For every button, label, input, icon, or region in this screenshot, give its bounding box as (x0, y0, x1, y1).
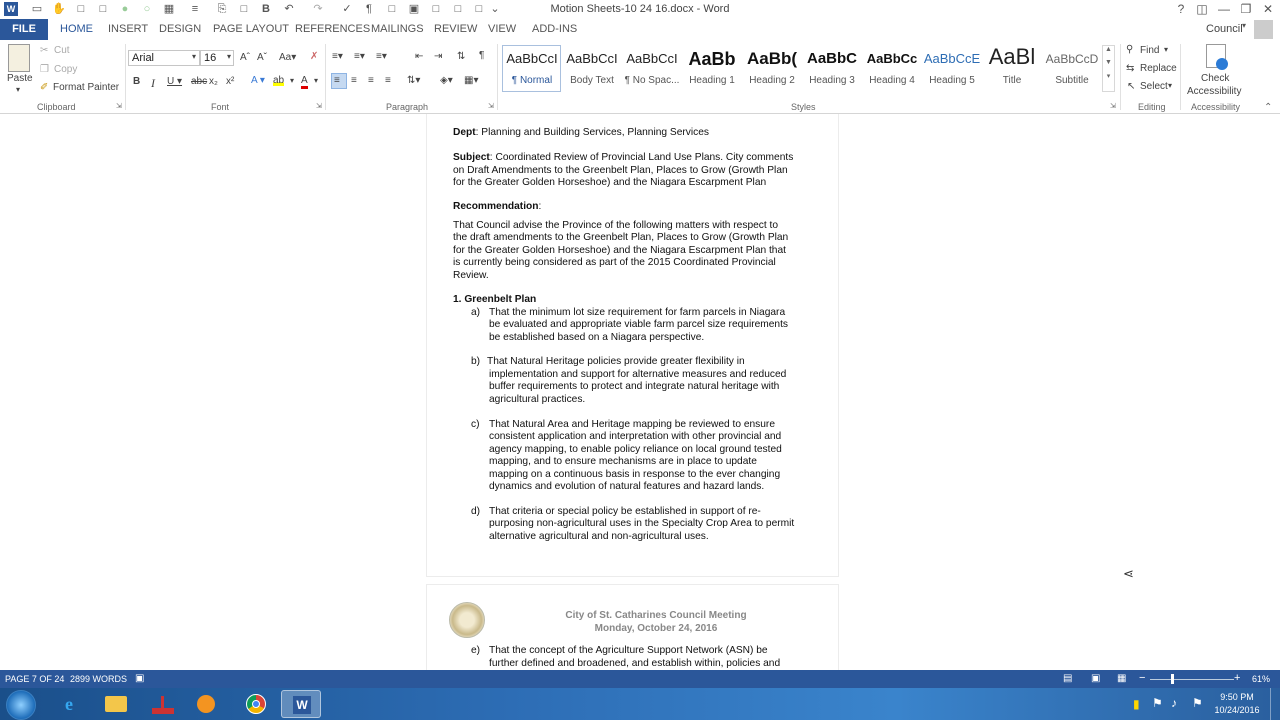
style-label: Body Text (570, 75, 614, 86)
style-preview: AaBl (988, 46, 1036, 69)
font-name-field[interactable]: Arial (128, 50, 200, 66)
font-size-field[interactable]: 16 (200, 50, 234, 66)
style-label: Heading 1 (689, 75, 735, 86)
recommendation-line-5: Review. (453, 269, 489, 281)
title-bar (0, 0, 1280, 19)
style-body-text[interactable] (562, 46, 622, 91)
spelling-icon[interactable]: ✓ (342, 3, 352, 15)
security-tray-icon[interactable]: ▮ (1133, 697, 1140, 711)
multilevel-list-icon[interactable]: ≡▾ (376, 51, 387, 62)
paragraph-launcher-icon[interactable]: ⇲ (488, 103, 494, 110)
clipboard-launcher-icon[interactable]: ⇲ (116, 103, 122, 110)
page-count[interactable]: PAGE 7 OF 24 (5, 674, 65, 684)
ibeam-cursor-icon: ⋖ (1123, 566, 1134, 581)
copy-button[interactable]: Copy (54, 64, 78, 75)
media-player-icon[interactable] (186, 690, 226, 718)
shrink-font-icon[interactable]: Aˇ (257, 52, 267, 63)
style-heading-2[interactable] (742, 46, 802, 91)
styles-scroll-up-icon[interactable]: ▲ (1105, 46, 1112, 53)
tab-references[interactable]: REFERENCES (295, 23, 371, 35)
justify-icon[interactable]: ≡ (385, 75, 391, 86)
bold-icon[interactable]: B (133, 76, 141, 87)
show-marks-icon[interactable]: ¶ (479, 50, 485, 61)
circle-icon[interactable]: ● (121, 3, 129, 15)
increase-indent-icon[interactable]: ⇥ (434, 51, 443, 62)
chrome-icon[interactable] (236, 690, 276, 718)
item-b-line-3: buffer requirements to protect and integrate natural heritage with (489, 381, 780, 392)
touch-mode-icon[interactable]: ✋ (52, 3, 66, 15)
tab-view[interactable]: VIEW (488, 23, 517, 35)
preview-icon[interactable]: □ (432, 3, 440, 15)
divider (325, 44, 326, 110)
highlight-icon[interactable]: ab (273, 75, 285, 86)
style-label: Heading 2 (749, 75, 795, 86)
subject-line-2: on Draft Amendments to the Greenbelt Plan, Places to Grow (Growth Plan (453, 164, 788, 176)
proofing-icon[interactable]: ▣ (135, 673, 145, 684)
zoom-in-icon[interactable]: + (1234, 672, 1241, 684)
word-app-icon[interactable]: W (4, 2, 18, 16)
taskbar (0, 688, 1280, 720)
align-center-icon[interactable]: ≡ (351, 75, 357, 86)
restore-icon[interactable]: ❐ (1240, 2, 1252, 16)
circle-icon-2[interactable]: ○ (143, 3, 151, 15)
item-e-line-2: further defined and broadened, and establish within, policies and (489, 657, 781, 669)
select-button[interactable]: Select (1140, 81, 1168, 92)
table-icon[interactable]: ▦ (163, 3, 175, 15)
volume-icon[interactable]: ♪ (1171, 696, 1177, 710)
item-letter-b: b) (471, 356, 481, 367)
item-c-line-6: dynamics and evolution of natural features and hazard lands. (489, 481, 765, 492)
network-icon[interactable]: ⚑ (1192, 696, 1203, 710)
sort-icon[interactable]: ⇅ (457, 51, 466, 62)
numbering-icon[interactable]: ≡▾ (354, 51, 365, 62)
item-e-line-1: That the concept of the Agriculture Support Network (ASN) be (489, 645, 768, 656)
line-spacing-icon[interactable]: ⇅▾ (407, 75, 421, 86)
styles-launcher-icon[interactable]: ⇲ (1110, 103, 1116, 110)
new-document-icon[interactable]: □ (77, 3, 85, 15)
collapse-ribbon-icon[interactable]: ⌃ (1264, 102, 1273, 113)
editing-group-label: Editing (1138, 102, 1166, 112)
subject-line-3: for the Greater Golden Horseshoe) and the Niagara Escarpment Plan (453, 177, 767, 188)
read-mode-icon[interactable]: ▤ (1063, 673, 1073, 684)
style-heading-3[interactable] (802, 46, 862, 91)
highlight-dropdown-icon[interactable]: ▾ (290, 76, 295, 85)
document-area[interactable] (0, 114, 1280, 670)
open-folder-icon[interactable]: ▭ (31, 3, 43, 15)
style-preview: AaBbCcE (923, 51, 981, 66)
customize-qat-icon[interactable]: ⌄ (490, 3, 500, 15)
item-d-line-2: purposing non-agricultural uses in the Specialty Crop Area to permit (489, 518, 795, 529)
bullets-icon[interactable]: ≡▾ (332, 51, 343, 62)
style-heading-5[interactable] (922, 46, 982, 91)
style-label: Heading 5 (929, 75, 975, 86)
paragraph-group-label: Paragraph (386, 102, 429, 112)
grow-font-icon[interactable]: Aˆ (240, 52, 250, 63)
style-label: Heading 3 (809, 75, 855, 86)
paste-dropdown-icon[interactable]: ▾ (16, 85, 21, 94)
redo-icon[interactable]: ↷ (313, 3, 323, 15)
subscript-icon[interactable]: x₂ (209, 76, 218, 87)
styles-scroll (1102, 45, 1115, 92)
item-a-line-1: That the minimum lot size requirement for farm parcels in Niagara (489, 306, 786, 318)
tab-add-ins[interactable]: ADD-INS (532, 23, 578, 35)
font-size-dropdown-icon[interactable]: ▾ (227, 52, 232, 61)
paragraph-mark-icon[interactable]: ¶ (366, 3, 372, 15)
style-preview: AaBbCcI (566, 51, 618, 66)
status-bar (0, 670, 1280, 688)
copy-icon: ❐ (40, 64, 49, 75)
change-case-icon[interactable]: Aa▾ (279, 52, 297, 63)
user-name[interactable]: Council (1206, 23, 1243, 35)
tab-insert[interactable]: INSERT (108, 23, 149, 35)
ribbon (0, 40, 1280, 114)
subject-label: Subject (453, 152, 490, 163)
recommendation-line-3: for the Greater Golden Horseshoe) and the Niagara Escarpment Plan that (453, 244, 786, 256)
tab-mailings[interactable]: MAILINGS (371, 23, 424, 35)
action-center-icon[interactable]: ⚑ (1152, 696, 1163, 710)
close-icon[interactable]: ✕ (1262, 2, 1274, 16)
select-dropdown-icon[interactable]: ▾ (1168, 81, 1173, 90)
item-b-line-2: implementation and support for alternative measures and reduced (489, 368, 787, 380)
dept-text: : Planning and Building Services, Planning Services (475, 127, 709, 138)
window-title: Motion Sheets-10 24 16.docx - Word (550, 3, 730, 15)
find-dropdown-icon[interactable]: ▾ (1164, 45, 1169, 54)
item-d-line-3: alternative agricultural and non-agricultural uses. (489, 530, 709, 542)
recommendation-line-1: That Council advise the Province of the following matters with respect to (453, 219, 779, 231)
tab-page-layout[interactable]: PAGE LAYOUT (213, 23, 290, 35)
clipboard-icon[interactable] (8, 44, 30, 72)
replace-icon[interactable]: ⇆ (1126, 63, 1135, 74)
font-color-icon[interactable]: A (301, 75, 308, 89)
recommendation-colon: : (538, 201, 542, 212)
accessibility-group-label: Accessibility (1191, 102, 1241, 112)
word-taskbar-icon[interactable]: W (281, 690, 321, 718)
clear-formatting-icon[interactable]: ✗ (310, 51, 319, 62)
save-as-icon[interactable]: □ (388, 3, 396, 15)
section-heading-greenbelt: 1. Greenbelt Plan (453, 294, 537, 305)
style-preview: AaBbC (806, 50, 857, 67)
item-c-line-1: That Natural Area and Heritage mapping be reviewed to ensure (489, 418, 775, 430)
dept-label: Dept (453, 127, 476, 138)
format-painter-icon: ✐ (40, 82, 49, 93)
presentation-app-icon[interactable] (143, 690, 183, 718)
file-explorer-icon[interactable] (96, 690, 136, 718)
item-a-line-3: be established based on a Niagara perspective. (489, 331, 705, 343)
zoom-slider-thumb[interactable] (1171, 674, 1174, 684)
item-b-line-4: agricultural practices. (489, 393, 586, 405)
clock-date[interactable]: 10/24/2016 (1214, 705, 1260, 715)
divider (1120, 44, 1121, 110)
styles-group-label: Styles (791, 102, 816, 112)
bold-qat-icon[interactable]: B (262, 3, 270, 15)
print-layout-icon[interactable]: ▣ (1091, 673, 1101, 684)
style-preview: AaBbCcI (506, 51, 558, 66)
style-title[interactable] (982, 46, 1042, 91)
select-icon[interactable]: ↖ (1127, 81, 1136, 92)
strikethrough-icon[interactable]: abc (191, 76, 208, 87)
format-painter-button[interactable]: Format Painter (53, 82, 120, 93)
align-left-icon[interactable]: ≡ (334, 75, 340, 86)
style-label: Subtitle (1055, 75, 1089, 86)
item-letter-d: d) (471, 505, 481, 517)
item-letter-a: a) (471, 306, 481, 318)
quick-print-icon[interactable]: □ (475, 3, 483, 15)
paste-button[interactable]: Paste (7, 73, 33, 84)
cut-icon: ✂ (40, 45, 49, 56)
item-letter-e: e) (471, 645, 481, 656)
divider (497, 44, 498, 110)
style-preview: AaBbCc (866, 51, 918, 66)
clock-time[interactable]: 9:50 PM (1220, 692, 1254, 702)
divider (125, 44, 126, 110)
style-heading-4[interactable] (862, 46, 922, 91)
page-header-meeting: City of St. Catharines Council Meeting (565, 610, 747, 621)
styles-more-icon[interactable]: ▾ (1106, 73, 1111, 80)
accessibility-badge-icon (1216, 58, 1228, 70)
find-icon[interactable]: ⚲ (1126, 44, 1134, 55)
user-dropdown-icon[interactable]: ▾ (1242, 21, 1247, 30)
item-b-line-1: That Natural Heritage policies provide greater flexibility in (487, 356, 745, 367)
page-header-date: Monday, October 24, 2016 (594, 623, 718, 634)
print-preview-icon[interactable]: □ (240, 3, 248, 15)
cut-button[interactable]: Cut (54, 45, 70, 56)
print-icon[interactable]: ⎘ (217, 3, 227, 15)
style-preview: AaBb (688, 49, 736, 69)
avatar[interactable] (1254, 20, 1273, 39)
text-effects-icon[interactable]: A ▾ (251, 75, 265, 86)
font-color-dropdown-icon[interactable]: ▾ (314, 76, 319, 85)
style-no-spacing[interactable] (622, 46, 682, 91)
minimize-icon[interactable]: — (1218, 2, 1230, 16)
find-button[interactable]: Find (1140, 45, 1160, 56)
start-button[interactable] (6, 690, 36, 720)
font-launcher-icon[interactable]: ⇲ (316, 103, 322, 110)
style-label: Heading 4 (869, 75, 915, 86)
item-d-line-1: That criteria or special policy be established in support of re- (489, 505, 761, 517)
styles-scroll-down-icon[interactable]: ▼ (1105, 59, 1112, 66)
zoom-slider[interactable] (1150, 679, 1234, 680)
item-c-line-2: consistent application and interpretation with other provincial and (489, 431, 782, 442)
style-label: ¶ No Spac... (624, 75, 680, 86)
accessibility-doc-icon[interactable] (1206, 44, 1226, 68)
borders-icon[interactable]: ▦▾ (464, 75, 479, 86)
align-right-icon[interactable]: ≡ (368, 75, 374, 86)
web-layout-icon[interactable]: ▦ (1117, 673, 1127, 684)
style-preview: AaBbCcD (1045, 52, 1099, 66)
item-c-line-5: mapping on a continuous basis in response to the ever changing (489, 468, 781, 480)
tab-file[interactable]: FILE (0, 19, 48, 40)
tab-review[interactable]: REVIEW (434, 23, 478, 35)
undo-icon[interactable]: ↶ (284, 3, 294, 15)
recommendation-line-4: is currently being considered as part of the 2015 Coordinated Provincial (453, 257, 776, 268)
open-icon[interactable]: □ (99, 3, 107, 15)
font-group-label: Font (211, 102, 230, 112)
style-label: Title (1002, 75, 1022, 86)
replace-button[interactable]: Replace (1140, 63, 1177, 74)
ribbon-tabs (0, 19, 1280, 40)
tab-home[interactable]: HOME (60, 23, 93, 35)
style-preview: AaBb( (746, 49, 798, 68)
style-preview: AaBbCcI (626, 51, 678, 66)
zoom-level[interactable]: 61% (1252, 674, 1271, 684)
italic-icon[interactable]: I (151, 76, 155, 90)
clipboard-group-label: Clipboard (37, 102, 76, 112)
show-desktop-button[interactable] (1270, 688, 1280, 720)
internet-explorer-icon[interactable]: e (65, 694, 73, 714)
subject-line-1: : Coordinated Review of Provincial Land Use Plans. City comments (489, 152, 794, 163)
word-count[interactable]: 2899 WORDS (70, 674, 128, 684)
item-letter-c: c) (471, 418, 480, 430)
ribbon-display-icon[interactable]: ◫ (1196, 2, 1208, 16)
style-subtitle[interactable] (1042, 46, 1102, 91)
shading-icon[interactable]: ◈▾ (440, 75, 453, 86)
recommendation-line-2: the draft amendments to the Greenbelt Plan, Places to Grow (Growth Plan (453, 232, 789, 243)
style-normal[interactable] (502, 46, 562, 91)
save-icon[interactable]: ▣ (408, 3, 420, 15)
recommendation-label: Recommendation (453, 201, 539, 212)
font-name-dropdown-icon[interactable]: ▾ (192, 52, 197, 61)
divider (1180, 44, 1181, 110)
help-icon[interactable]: ? (1177, 2, 1185, 16)
check-accessibility-button[interactable]: Check (1201, 73, 1230, 84)
item-c-line-4: mapping, and to ensure mechanisms are in place to update (489, 456, 757, 467)
superscript-icon[interactable]: x² (226, 76, 235, 87)
email-icon[interactable]: □ (454, 3, 462, 15)
zoom-out-icon[interactable]: − (1139, 672, 1146, 684)
check-accessibility-button-line2[interactable]: Accessibility (1187, 86, 1242, 97)
tab-design[interactable]: DESIGN (159, 23, 202, 35)
item-a-line-2: be evaluated and appropriate viable farm parcel size requirements (489, 319, 789, 330)
item-c-line-3: agency mapping, to enable policy reliance on local ground tested (489, 443, 782, 455)
style-label: ¶ Normal (511, 75, 553, 86)
decrease-indent-icon[interactable]: ⇤ (415, 51, 424, 62)
underline-icon[interactable]: U ▾ (167, 76, 183, 87)
style-heading-1[interactable] (682, 46, 742, 91)
insert-rows-icon[interactable]: ≡ (191, 3, 199, 15)
